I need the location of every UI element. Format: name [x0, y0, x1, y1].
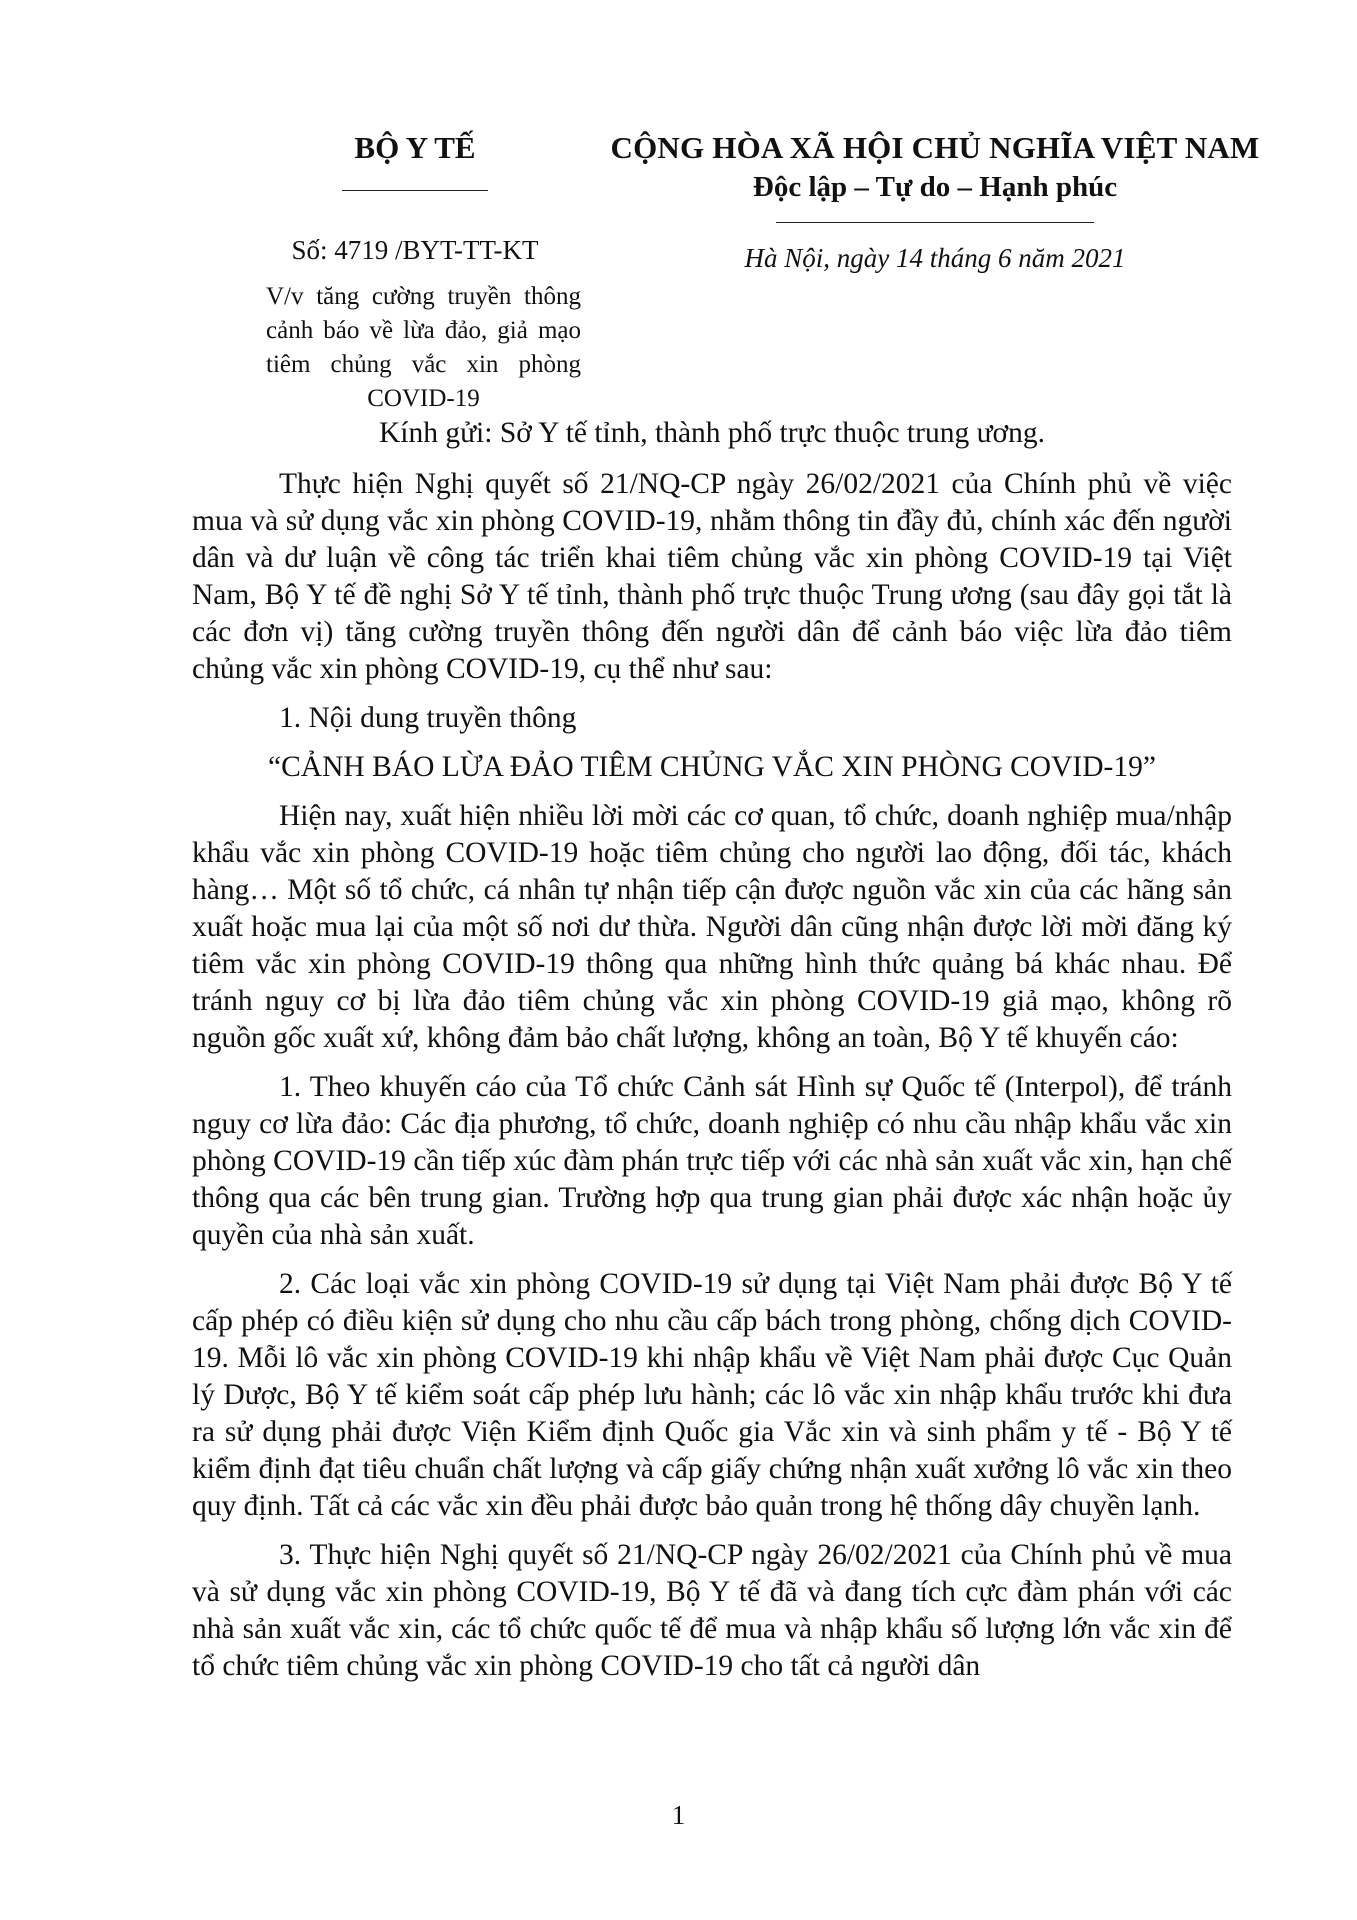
point-3-paragraph: 3. Thực hiện Nghị quyết số 21/NQ-CP ngày 26/02/2021 của Chính phủ về mua và sử dụng vắc xin phòng COVID-19, Bộ Y tế đã và đang tích cực đàm phán với các nhà sản xuất vắc xin, các tổ chức quốc tế để mua và nhập khẩu số lượng lớn vắc xin để tổ chức tiêm chủng vắc xin phòng COVID-19 cho tất cả người dân: [192, 1539, 1232, 1682]
document-number: Số: 4719 /BYT-TT-KT: [291, 235, 539, 265]
section-heading: 1. Nội dung truyền thông: [279, 702, 577, 734]
document-body: [192, 415, 1232, 1685]
point-2-paragraph: 2. Các loại vắc xin phòng COVID-19 sử dụng tại Việt Nam phải được Bộ Y tế cấp phép có điều kiện sử dụng cho nhu cầu cấp bách trong phòng, chống dịch COVID-19. Mỗi lô vắc xin phòng COVID-19 khi nhập khẩu về Việt Nam phải được Cục Quản lý Dược, Bộ Y tế kiểm soát cấp phép lưu hành; các lô vắc xin nhập khẩu trước khi đưa ra sử dụng phải được Viện Kiểm định Quốc gia Vắc xin và sinh phẩm y tế - Bộ Y tế kiểm định đạt tiêu chuẩn chất lượng và cấp giấy chứng nhận xuất xưởng lô vắc xin theo quy định. Tất cả các vắc xin đều phải được bảo quản trong hệ thống dây chuyền lạnh.: [192, 1268, 1232, 1522]
national-header: [590, 128, 1280, 223]
warning-title: “CẢNH BÁO LỪA ĐẢO TIÊM CHỦNG VẮC XIN PHÒNG COVID-19”: [268, 751, 1156, 783]
document-subject: V/v tăng cường truyền thông cảnh báo về lừa đảo, giả mạo tiêm chủng vắc xin phòng COVID-19: [266, 283, 581, 412]
ministry-underline: [342, 190, 488, 191]
document-date: Hà Nội, ngày 14 tháng 6 năm 2021: [744, 243, 1126, 273]
intro-paragraph: Thực hiện Nghị quyết số 21/NQ-CP ngày 26/02/2021 của Chính phủ về việc mua và sử dụng vắc xin phòng COVID-19, nhằm thông tin đầy đủ, chính xác đến người dân và dư luận về công tác triển khai tiêm chủng vắc xin phòng COVID-19 tại Việt Nam, Bộ Y tế đề nghị Sở Y tế tỉnh, thành phố trực thuộc Trung ương (sau đây gọi tắt là các đơn vị) tăng cường truyền thông đến người dân để cảnh báo việc lừa đảo tiêm chủng vắc xin phòng COVID-19, cụ thể như sau:: [192, 468, 1232, 685]
page-number: 1: [671, 1800, 686, 1830]
ministry-name: BỘ Y TẾ: [354, 130, 476, 165]
national-motto: Độc lập – Tự do – Hạnh phúc: [752, 171, 1118, 203]
nation-title: CỘNG HÒA XÃ HỘI CHỦ NGHĨA VIỆT NAM: [610, 130, 1260, 165]
situation-paragraph: Hiện nay, xuất hiện nhiều lời mời các cơ quan, tổ chức, doanh nghiệp mua/nhập khẩu vắc xin phòng COVID-19 hoặc tiêm chủng cho người lao động, đối tác, khách hàng… Một số tổ chức, cá nhân tự nhận tiếp cận được nguồn vắc xin của các hãng sản xuất hoặc mua lại của một số nơi dư thừa. Người dân cũng nhận được lời mời đăng ký tiêm vắc xin phòng COVID-19 thông qua những hình thức quảng bá khác nhau. Để tránh nguy cơ bị lừa đảo tiêm chủng vắc xin phòng COVID-19 giả mạo, không rõ nguồn gốc xuất xứ, không đảm bảo chất lượng, không an toàn, Bộ Y tế khuyến cáo:: [192, 800, 1232, 1054]
recipient-line: Kính gửi: Sở Y tế tỉnh, thành phố trực thuộc trung ương.: [378, 417, 1046, 449]
point-1-paragraph: 1. Theo khuyến cáo của Tổ chức Cảnh sát Hình sự Quốc tế (Interpol), để tránh nguy cơ lừa đảo: Các địa phương, tổ chức, doanh nghiệp có nhu cầu nhập khẩu vắc xin phòng COVID-19 cần tiếp xúc đàm phán trực tiếp với các nhà sản xuất vắc xin, hạn chế thông qua các bên trung gian. Trường hợp qua trung gian phải được xác nhận hoặc ủy quyền của nhà sản xuất.: [192, 1071, 1232, 1251]
motto-underline: [776, 222, 1094, 223]
issuer-block: [250, 128, 580, 191]
